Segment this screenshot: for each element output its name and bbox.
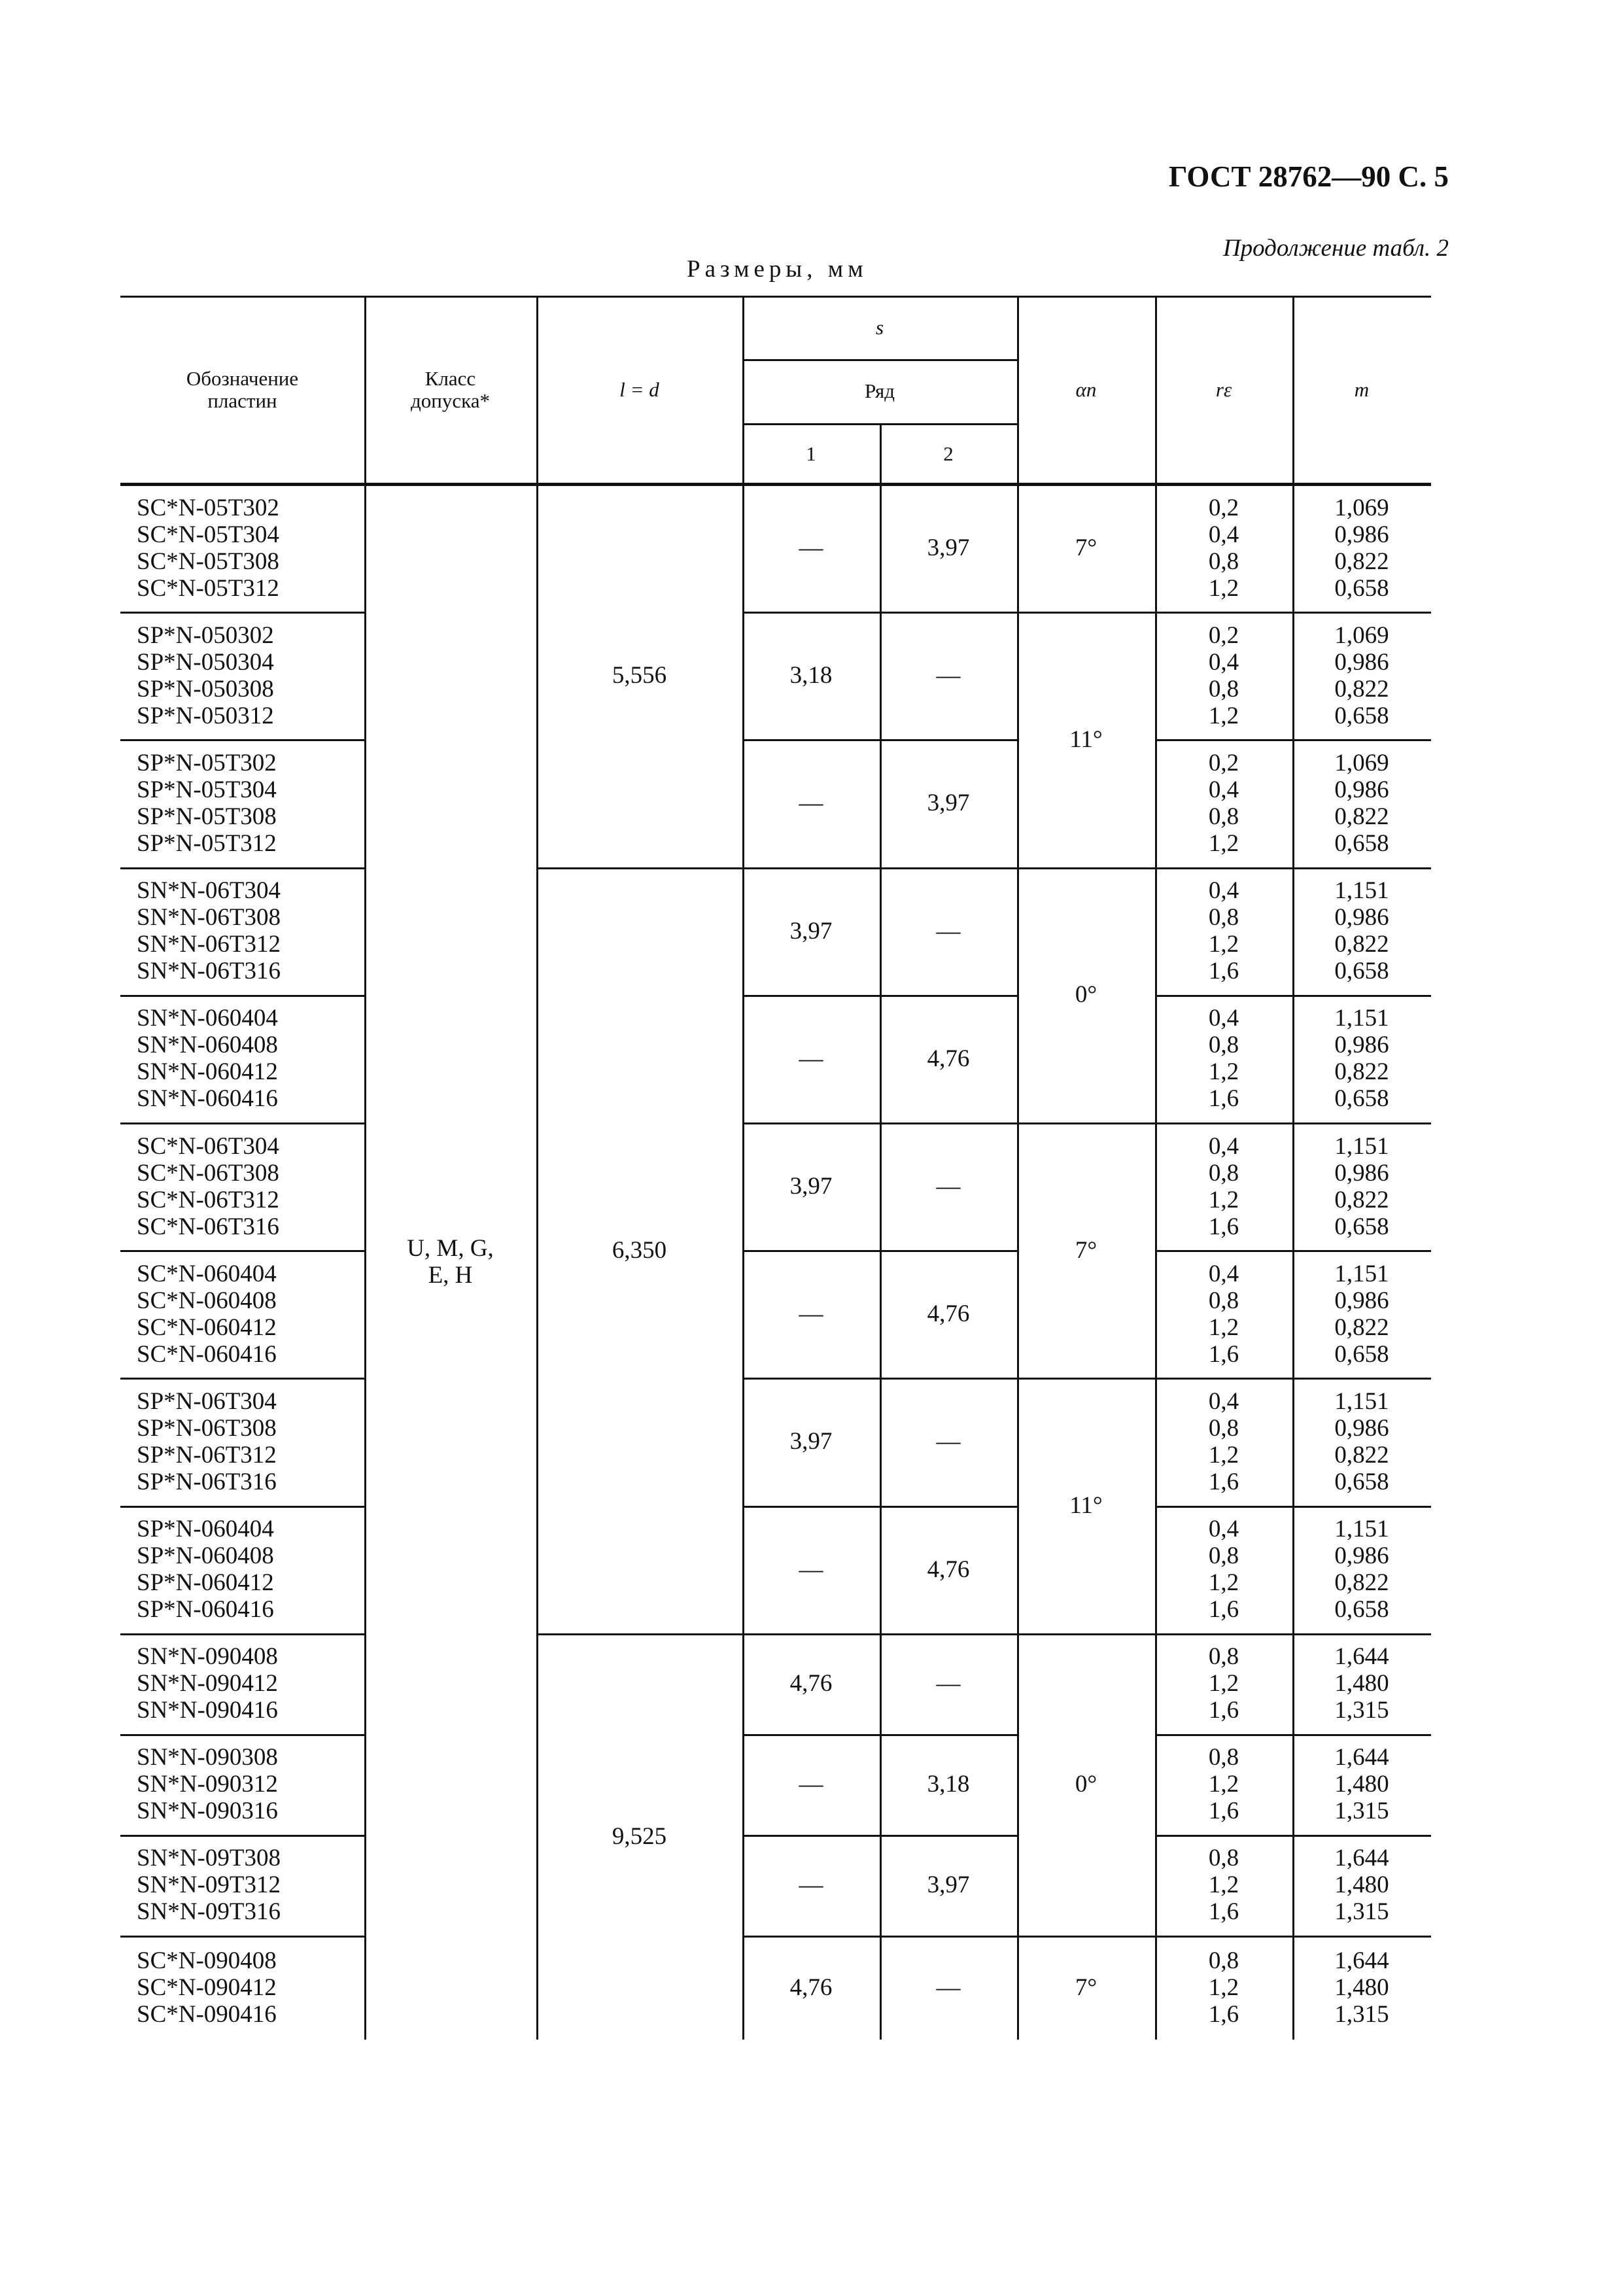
m-values: 1,644 1,480 1,315	[1334, 1744, 1389, 1825]
s-row1-value: 3,97	[789, 917, 833, 945]
s-row1-value: —	[799, 1300, 823, 1328]
r-epsilon-values: 0,4 0,8 1,2 1,6	[1208, 1516, 1239, 1624]
r-epsilon-values: 0,2 0,4 0,8 1,2	[1208, 749, 1239, 857]
r-epsilon-values: 0,4 0,8 1,2 1,6	[1208, 1260, 1239, 1368]
r-epsilon-values: 0,4 0,8 1,2 1,6	[1208, 1005, 1239, 1113]
header-row: Ряд	[864, 379, 895, 402]
r-epsilon-values: 0,2 0,4 0,8 1,2	[1208, 621, 1239, 729]
s-row2-value: 3,18	[927, 1771, 970, 1798]
m-values: 1,151 0,986 0,822 0,658	[1334, 1387, 1389, 1495]
s-row2-value: 3,97	[927, 534, 970, 562]
plate-designations: SP*N-050302 SP*N-050304 SP*N-050308 SP*N-050312	[137, 621, 274, 729]
plate-designations: SC*N-05T302 SC*N-05T304 SC*N-05T308 SC*N-05T312	[137, 494, 279, 602]
s-row1-value: —	[799, 1556, 823, 1583]
ld-value: 6,350	[612, 1236, 667, 1264]
s-row2-value: —	[936, 1173, 961, 1200]
alpha-value: 0°	[1075, 1771, 1097, 1798]
plate-designations: SN*N-060404 SN*N-060408 SN*N-060412 SN*N-060416	[137, 1005, 278, 1113]
plate-designations: SC*N-090408 SC*N-090412 SC*N-090416	[137, 1947, 277, 2028]
alpha-value: 7°	[1075, 1236, 1097, 1264]
m-values: 1,151 0,986 0,822 0,658	[1334, 1132, 1389, 1240]
s-row1-value: 3,18	[789, 662, 833, 689]
header-row-2: 2	[943, 442, 954, 465]
dimensions-caption: Размеры, мм	[687, 256, 868, 283]
s-row1-value: —	[799, 1771, 823, 1798]
alpha-value: 7°	[1075, 1974, 1097, 2001]
s-row1-value: 3,97	[789, 1173, 833, 1200]
s-row2-value: —	[936, 662, 961, 689]
s-row2-value: —	[936, 1428, 961, 1455]
s-row1-value: —	[799, 534, 823, 562]
table-continuation-label: Продолжение табл. 2	[1222, 235, 1449, 262]
s-row1-value: 3,97	[789, 1428, 833, 1455]
header-row-1: 1	[806, 442, 816, 465]
plate-designations: SN*N-090308 SN*N-090312 SN*N-090316	[137, 1744, 278, 1825]
alpha-value: 11°	[1069, 1492, 1103, 1520]
s-row2-value: 4,76	[927, 1556, 970, 1583]
plate-designations: SN*N-06T304 SN*N-06T308 SN*N-06T312 SN*N-06T316	[137, 877, 281, 985]
m-values: 1,069 0,986 0,822 0,658	[1334, 494, 1389, 602]
header-alpha: αn	[1075, 378, 1097, 401]
r-epsilon-values: 0,8 1,2 1,6	[1208, 1845, 1239, 1926]
m-values: 1,644 1,480 1,315	[1334, 1947, 1389, 2028]
m-values: 1,069 0,986 0,822 0,658	[1334, 749, 1389, 857]
m-values: 1,644 1,480 1,315	[1334, 1643, 1389, 1724]
header-tolerance-class: Класс допуска*	[411, 367, 490, 412]
r-epsilon-values: 0,4 0,8 1,2 1,6	[1208, 877, 1239, 985]
r-epsilon-values: 0,8 1,2 1,6	[1208, 1947, 1239, 2028]
s-row2-value: 4,76	[927, 1045, 970, 1072]
plate-designations: SP*N-060404 SP*N-060408 SP*N-060412 SP*N-060416	[137, 1516, 274, 1624]
m-values: 1,151 0,986 0,822 0,658	[1334, 877, 1389, 985]
plate-designations: SC*N-060404 SC*N-060408 SC*N-060412 SC*N-060416	[137, 1260, 277, 1368]
header-m: m	[1354, 378, 1370, 401]
plate-designations: SP*N-05T302 SP*N-05T304 SP*N-05T308 SP*N-05T312	[137, 749, 277, 857]
alpha-value: 0°	[1075, 981, 1097, 1009]
document-title: ГОСТ 28762—90 С. 5	[1168, 160, 1449, 193]
ld-value: 5,556	[612, 662, 667, 689]
r-epsilon-values: 0,4 0,8 1,2 1,6	[1208, 1132, 1239, 1240]
m-values: 1,151 0,986 0,822 0,658	[1334, 1005, 1389, 1113]
header-r-epsilon: rε	[1215, 378, 1232, 401]
s-row2-value: 4,76	[927, 1300, 970, 1328]
alpha-value: 11°	[1069, 725, 1103, 753]
plate-designations: SC*N-06T304 SC*N-06T308 SC*N-06T312 SC*N-06T316	[137, 1132, 279, 1240]
r-epsilon-values: 0,8 1,2 1,6	[1208, 1744, 1239, 1825]
r-epsilon-values: 0,8 1,2 1,6	[1208, 1643, 1239, 1724]
s-row1-value: 4,76	[789, 1670, 833, 1697]
m-values: 1,644 1,480 1,315	[1334, 1845, 1389, 1926]
header-designation: Обозначение пластин	[186, 367, 299, 412]
s-row1-value: 4,76	[789, 1974, 833, 2001]
s-row1-value: —	[799, 1045, 823, 1072]
s-row2-value: —	[936, 1670, 961, 1697]
header-s: s	[875, 315, 884, 339]
r-epsilon-values: 0,4 0,8 1,2 1,6	[1208, 1387, 1239, 1495]
s-row2-value: —	[936, 1974, 961, 2001]
s-row1-value: —	[799, 1871, 823, 1899]
s-row2-value: 3,97	[927, 790, 970, 817]
m-values: 1,069 0,986 0,822 0,658	[1334, 621, 1389, 729]
plate-designations: SN*N-09T308 SN*N-09T312 SN*N-09T316	[137, 1845, 281, 1926]
m-values: 1,151 0,986 0,822 0,658	[1334, 1260, 1389, 1368]
plate-designations: SN*N-090408 SN*N-090412 SN*N-090416	[137, 1643, 278, 1724]
plate-designations: SP*N-06T304 SP*N-06T308 SP*N-06T312 SP*N-06T316	[137, 1387, 277, 1495]
s-row1-value: —	[799, 790, 823, 817]
alpha-value: 7°	[1075, 534, 1097, 562]
s-row2-value: 3,97	[927, 1871, 970, 1899]
m-values: 1,151 0,986 0,822 0,658	[1334, 1516, 1389, 1624]
r-epsilon-values: 0,2 0,4 0,8 1,2	[1208, 494, 1239, 602]
tolerance-class-value: U, M, G, E, H	[407, 1235, 494, 1289]
ld-value: 9,525	[612, 1823, 667, 1851]
s-row2-value: —	[936, 917, 961, 945]
header-l-eq-d: l = d	[619, 378, 659, 401]
